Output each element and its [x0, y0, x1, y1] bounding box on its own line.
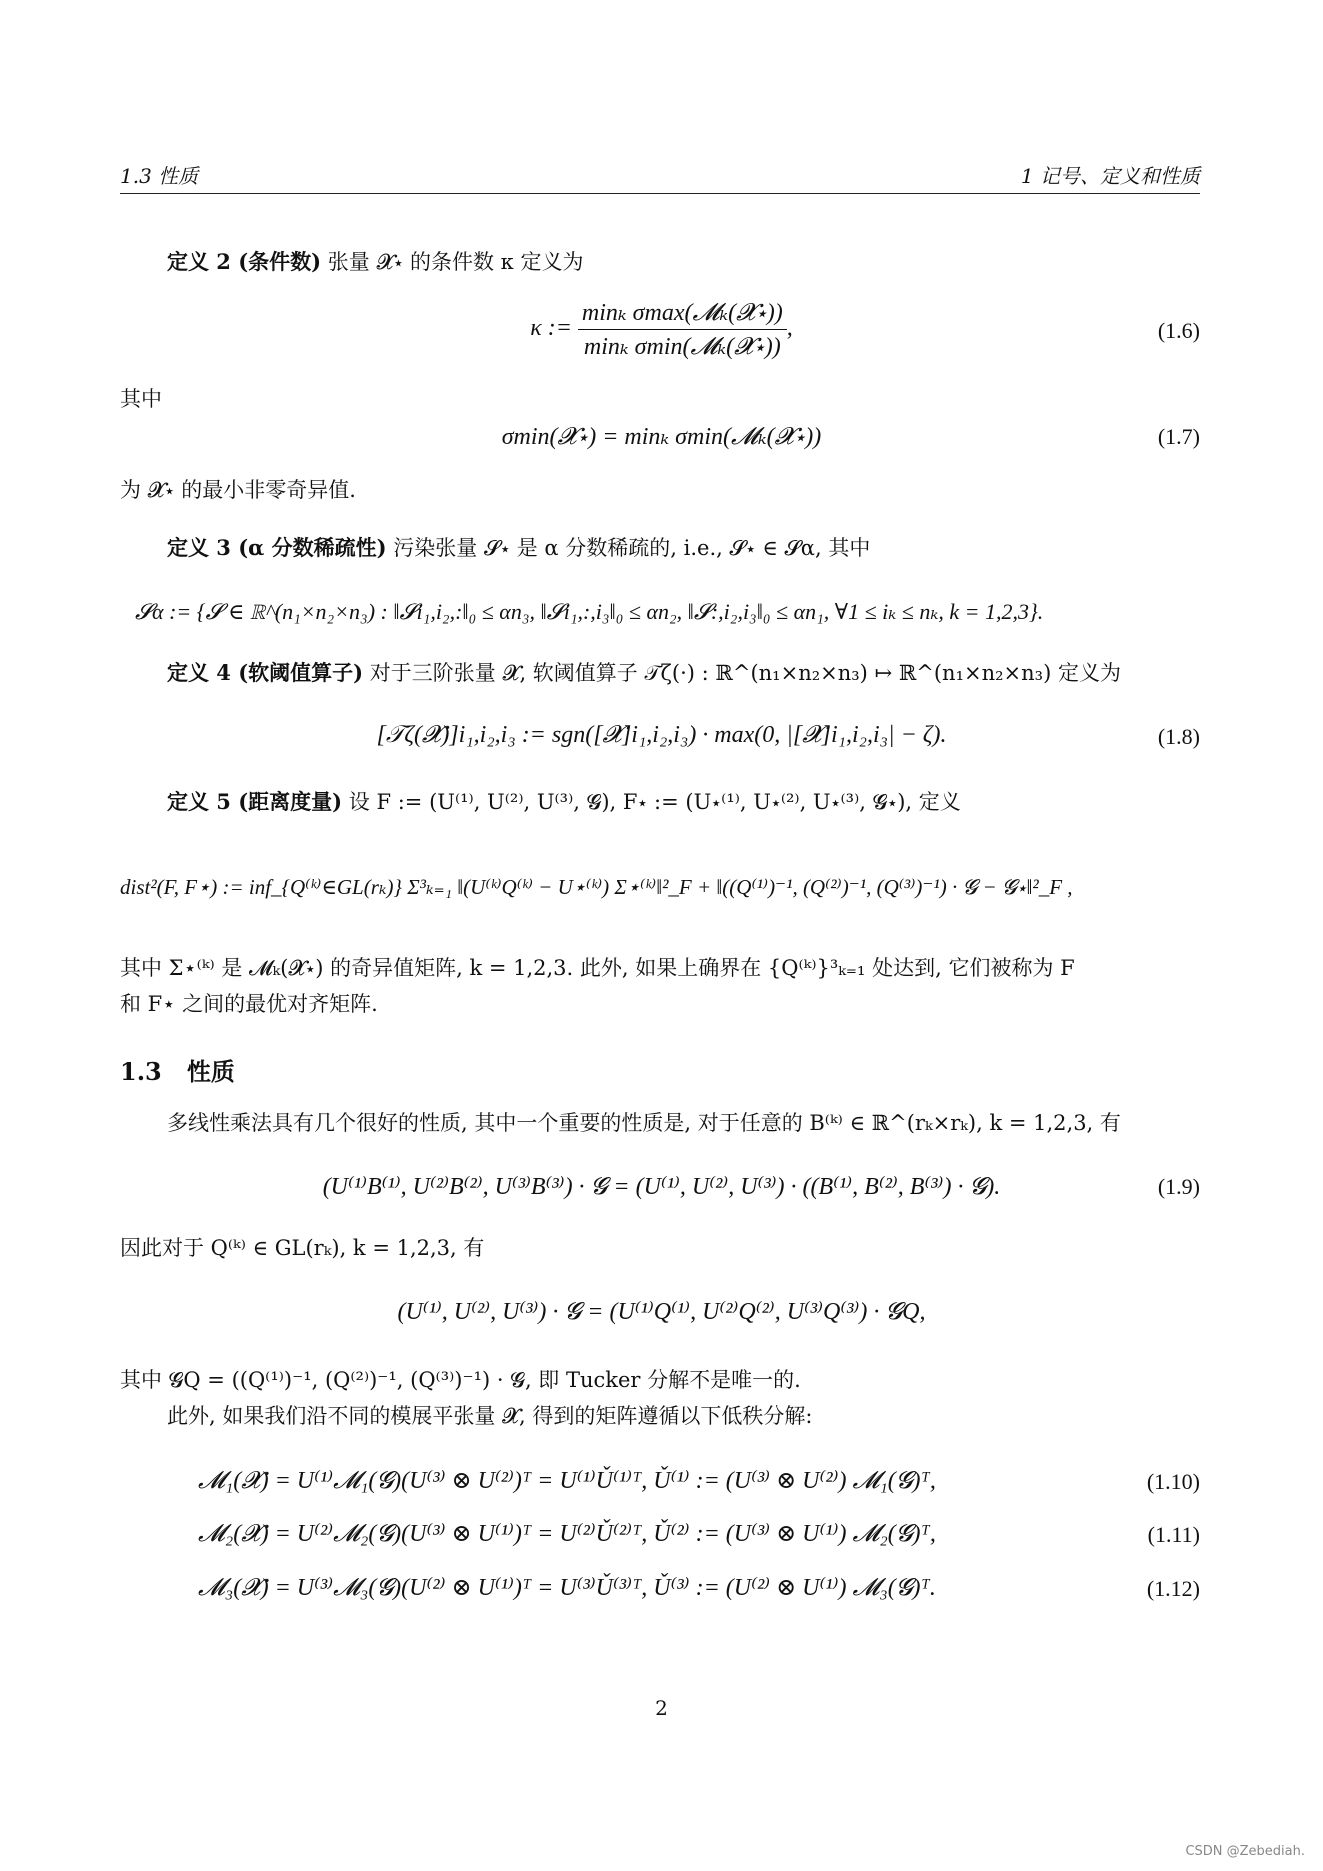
definition-label: 定义 5 (距离度量): [167, 789, 343, 814]
fraction-denominator: minₖ σmin(𝓜ₖ(𝓧⋆)): [583, 334, 781, 360]
equation-1-9: (U⁽¹⁾B⁽¹⁾, U⁽²⁾B⁽²⁾, U⁽³⁾B⁽³⁾) · 𝓖 = (U⁽¹⁾, U⁽²⁾, U⁽³⁾) · ((B⁽¹⁾, B⁽²⁾, B⁽³⁾) · 𝓖).: [322, 1174, 1001, 1200]
definition-3: [167, 534, 870, 562]
equation-1-12: 𝓜₃(𝓧) = U⁽³⁾𝓜₃(𝓖)(U⁽²⁾ ⊗ U⁽¹⁾)ᵀ = U⁽³⁾Ǔ⁽³⁾ᵀ, Ǔ⁽³⁾ := (U⁽²⁾ ⊗ U⁽¹⁾) 𝓜₃(𝓖)ᵀ.: [198, 1575, 936, 1601]
header-rule: [120, 193, 1200, 194]
equation-1-8: [𝒯ζ(𝓧)]i₁,i₂,i₃ := sgn([𝓧]i₁,i₂,i₃) · max(0, |[𝓧]i₁,i₂,i₃| − ζ).: [376, 722, 947, 748]
definition-label: 定义 3 (α 分数稀疏性): [167, 535, 387, 560]
equation-tag: (1.12): [1146, 1576, 1200, 1601]
equation-punct: ,: [786, 315, 793, 342]
text-dist-line-1: 其中 Σ⋆⁽ᵏ⁾ 是 𝓜ₖ(𝓧⋆) 的奇异值矩阵, k = 1,2,3. 此外, 如果上确界在 {Q⁽ᵏ⁾}³ₖ₌₁ 处达到, 它们被称为 F: [120, 956, 1075, 980]
paragraph-gq: 其中 𝓖Q = ((Q⁽¹⁾)⁻¹, (Q⁽²⁾)⁻¹, (Q⁽³⁾)⁻¹) · 𝓖, 即 Tucker 分解不是唯一的.: [120, 1368, 801, 1392]
equation-1-6: [0, 298, 1323, 361]
definition-4: [167, 659, 1121, 687]
watermark: CSDN @Zebediah.: [1185, 1844, 1305, 1859]
definition-text: 污染张量 𝓢⋆ 是 α 分数稀疏的, i.e., 𝓢⋆ ∈ 𝓢α, 其中: [393, 536, 871, 560]
running-header-left: 1.3 性质: [120, 164, 199, 188]
equation-1-11: 𝓜₂(𝓧) = U⁽²⁾𝓜₂(𝓖)(U⁽³⁾ ⊗ U⁽¹⁾)ᵀ = U⁽²⁾Ǔ⁽²⁾ᵀ, Ǔ⁽²⁾ := (U⁽³⁾ ⊗ U⁽¹⁾) 𝓜₂(𝓖)ᵀ,: [198, 1521, 936, 1547]
definition-label: 定义 2 (条件数): [167, 249, 322, 274]
text-where: 其中: [120, 387, 162, 411]
definition-text: 张量 𝓧⋆ 的条件数 κ 定义为: [327, 250, 584, 274]
equation-tag: (1.8): [1157, 724, 1200, 749]
equation-1-10: 𝓜₁(𝓧) = U⁽¹⁾𝓜₁(𝓖)(U⁽³⁾ ⊗ U⁽²⁾)ᵀ = U⁽¹⁾Ǔ⁽¹⁾ᵀ, Ǔ⁽¹⁾ := (U⁽³⁾ ⊗ U⁽²⁾) 𝓜₁(𝓖)ᵀ,: [198, 1468, 936, 1494]
definition-text: 对于三阶张量 𝓧, 软阈值算子 𝒯ζ(·) : ℝ^(n₁×n₂×n₃) ↦ ℝ^(n₁×n₂×n₃) 定义为: [369, 661, 1121, 685]
paragraph-therefore: 因此对于 Q⁽ᵏ⁾ ∈ GL(rₖ), k = 1,2,3, 有: [120, 1236, 485, 1260]
section-heading: [120, 1058, 235, 1086]
equation-lhs: κ :=: [530, 315, 572, 342]
equation-1-7: σmin(𝓧⋆) = minₖ σmin(𝓜ₖ(𝓧⋆)): [501, 424, 822, 450]
paragraph-multilinear: 多线性乘法具有几个很好的性质, 其中一个重要的性质是, 对于任意的 B⁽ᵏ⁾ ∈ ℝ^(rₖ×rₖ), k = 1,2,3, 有: [167, 1111, 1121, 1135]
equation-s-alpha: 𝓢α := {𝓢 ∈ ℝ^(n₁×n₂×n₃) : ‖𝓢i₁,i₂,:‖₀ ≤ αn₃, ‖𝓢i₁,:,i₃‖₀ ≤ αn₂, ‖𝓢:,i₂,i₃‖₀ ≤ αn₁, ∀1 ≤ iₖ ≤ nₖ, k = 1,2,3}.: [135, 599, 1044, 624]
text-dist-line-2: 和 F⋆ 之间的最优对齐矩阵.: [120, 992, 378, 1016]
equation-tag: (1.6): [1157, 318, 1200, 343]
equation-tag: (1.7): [1157, 424, 1200, 449]
equation-tag: (1.11): [1147, 1522, 1200, 1547]
equation-gq: (U⁽¹⁾, U⁽²⁾, U⁽³⁾) · 𝓖 = (U⁽¹⁾Q⁽¹⁾, U⁽²⁾Q⁽²⁾, U⁽³⁾Q⁽³⁾) · 𝓖Q,: [397, 1299, 926, 1325]
definition-text: 设 F := (U⁽¹⁾, U⁽²⁾, U⁽³⁾, 𝓖), F⋆ := (U⋆⁽¹⁾, U⋆⁽²⁾, U⋆⁽³⁾, 𝓖⋆), 定义: [348, 790, 961, 814]
equation-tag: (1.9): [1157, 1174, 1200, 1199]
definition-5: [167, 788, 961, 816]
definition-label: 定义 4 (软阈值算子): [167, 660, 364, 685]
running-header-right: 1 记号、定义和性质: [1020, 164, 1200, 188]
paragraph-unfolding: 此外, 如果我们沿不同的模展平张量 𝓧, 得到的矩阵遵循以下低秩分解:: [167, 1404, 813, 1428]
fraction-numerator: minₖ σmax(𝓜ₖ(𝓧⋆)): [578, 298, 787, 330]
equation-tag: (1.10): [1146, 1469, 1200, 1494]
section-number: 1.3: [120, 1057, 162, 1086]
definition-2: [167, 248, 583, 276]
equation-dist: dist²(F, F⋆) := inf_{Q⁽ᵏ⁾∈GL(rₖ)} Σ³ₖ₌₁ ‖(U⁽ᵏ⁾Q⁽ᵏ⁾ − U⋆⁽ᵏ⁾) Σ⋆⁽ᵏ⁾‖²_F + ‖((Q⁽¹⁾)⁻¹, (Q⁽²⁾)⁻¹, (Q⁽³⁾)⁻¹) · 𝓖 − 𝓖⋆‖²_F ,: [120, 875, 1073, 899]
text-min-singular: 为 𝓧⋆ 的最小非零奇异值.: [120, 478, 356, 502]
page-number: 2: [655, 1696, 668, 1720]
section-title: 性质: [186, 1057, 235, 1086]
